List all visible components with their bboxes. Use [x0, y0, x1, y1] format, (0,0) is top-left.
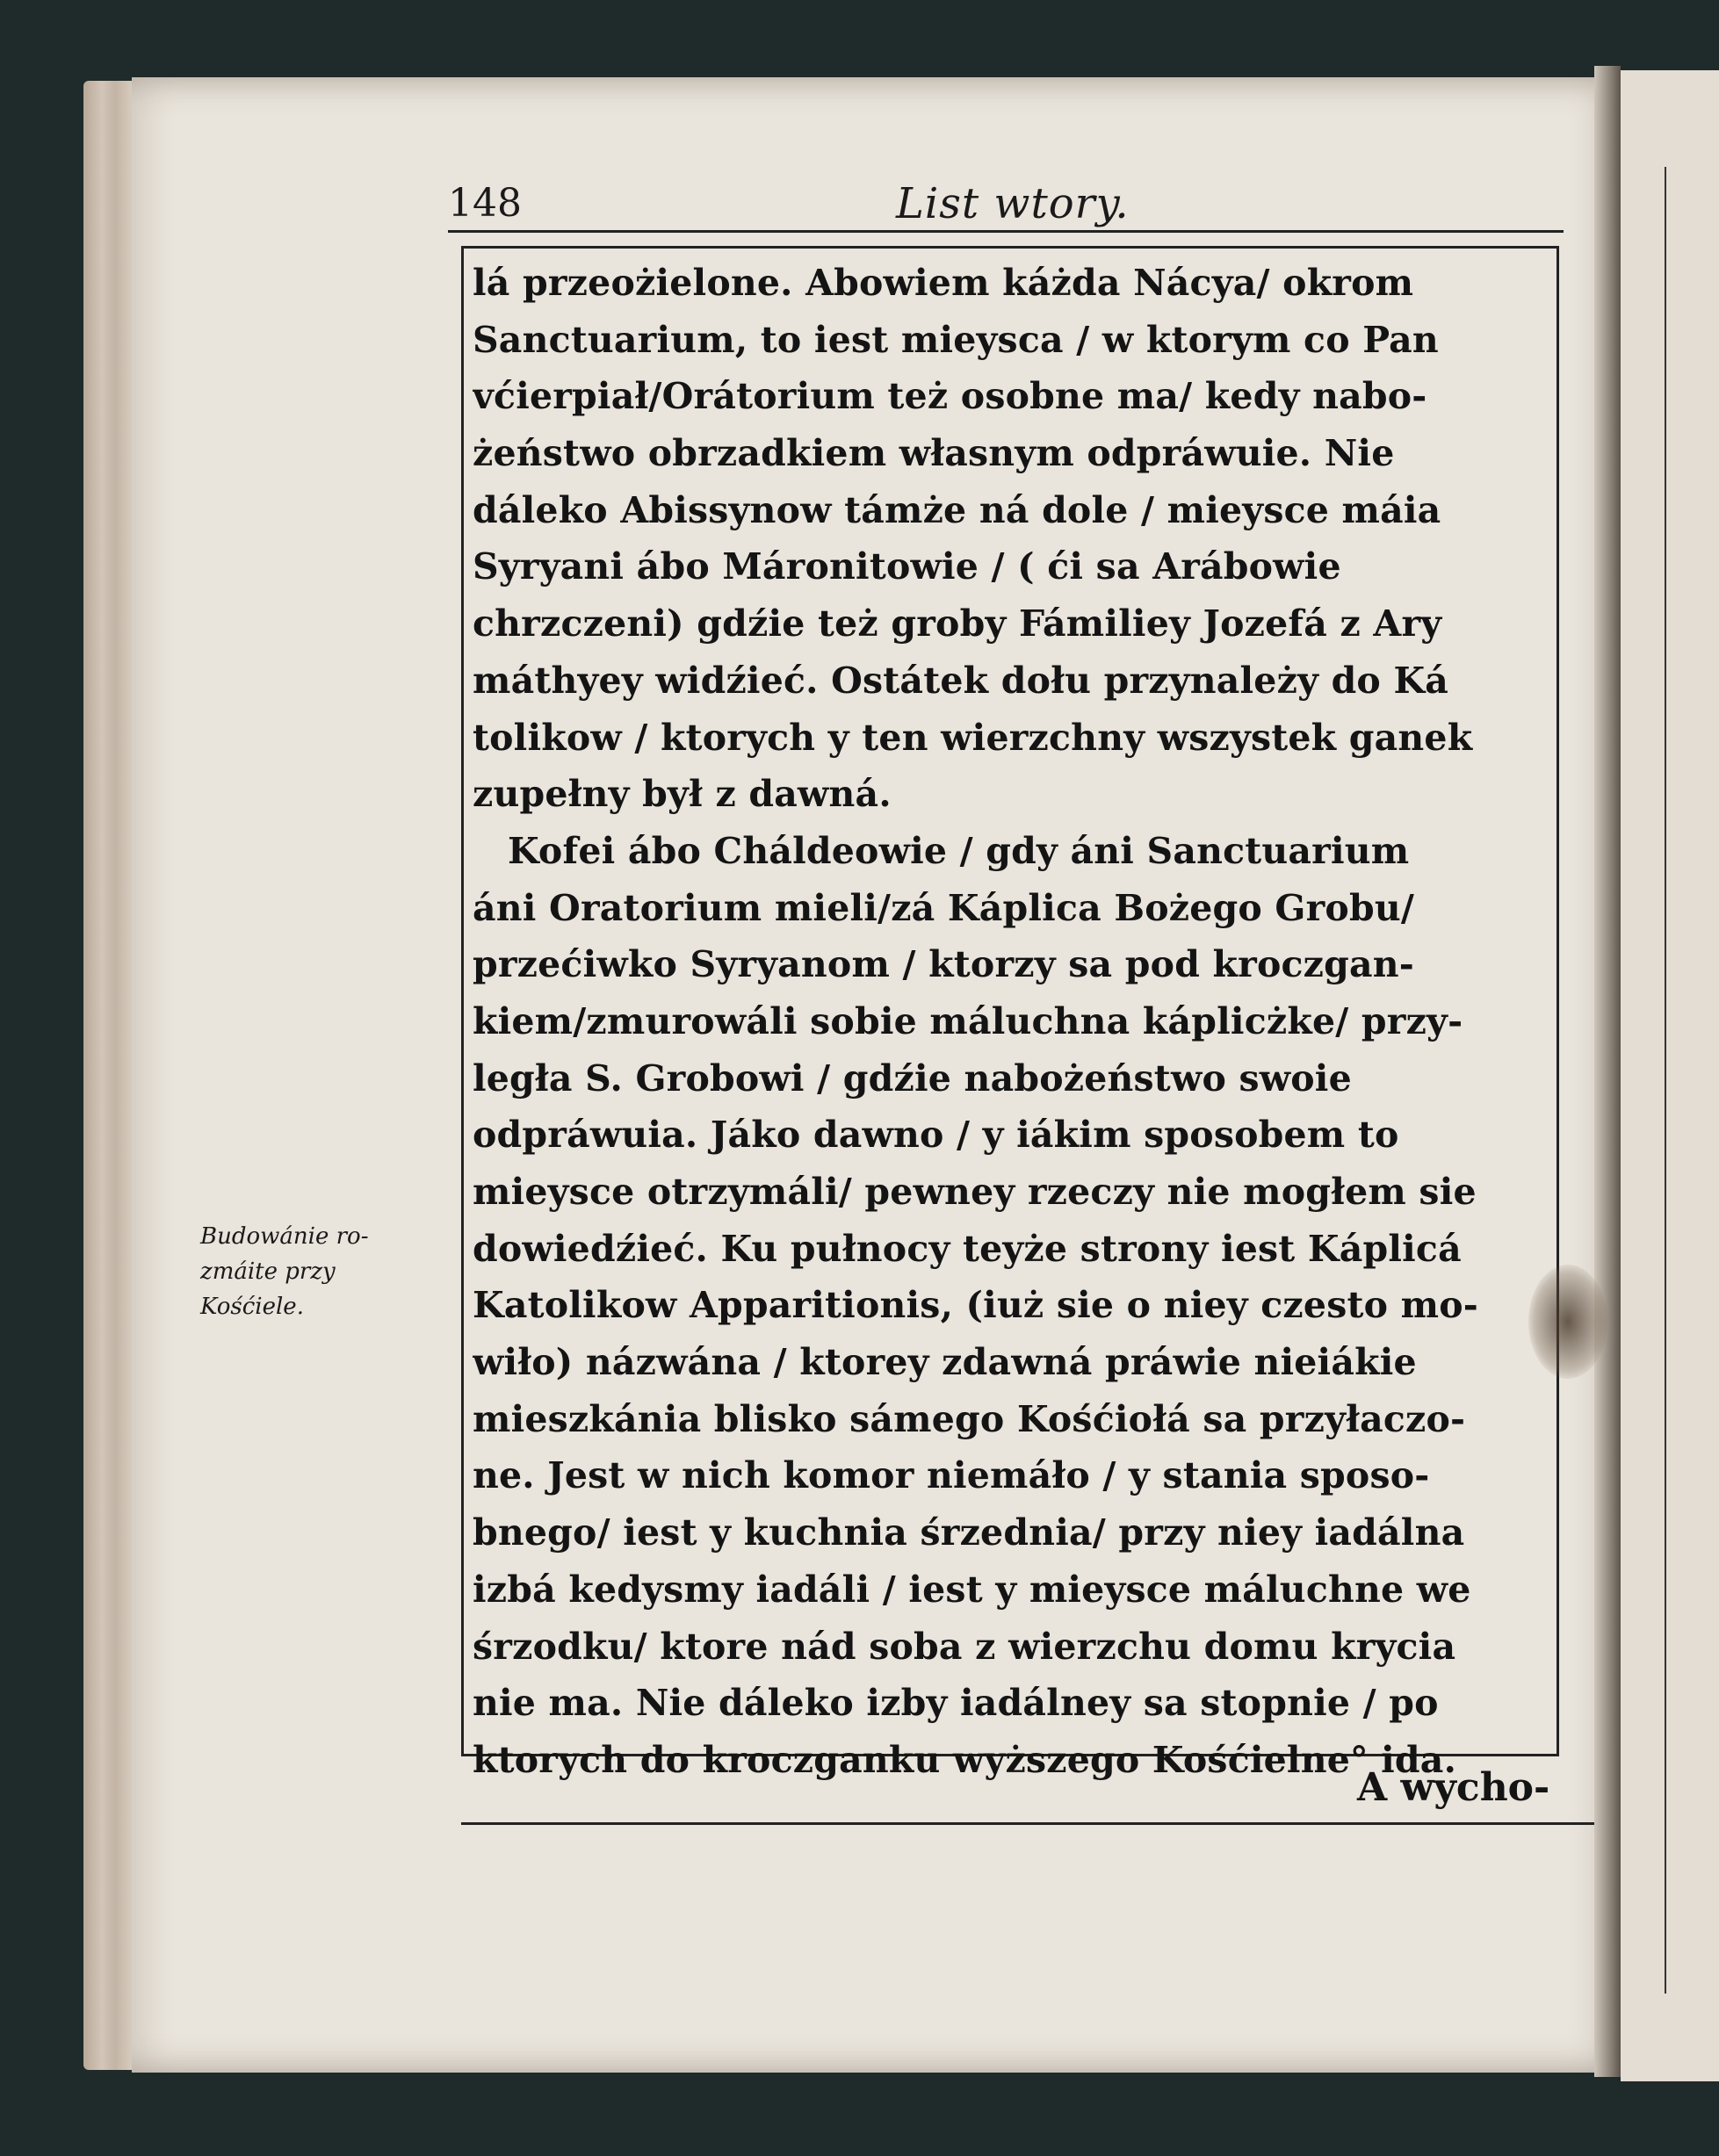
running-head: [448, 176, 1555, 237]
head-rule: [448, 230, 1564, 233]
text-line: nie ma. Nie dáleko izby iadálney sa stopnie / po: [473, 1682, 1439, 1725]
text-line: izbá kedysmy iadáli / iest y mieysce máluchne we: [473, 1568, 1471, 1611]
text-line: kiem/zmurowáli sobie máluchna káplicżke/ przy-: [473, 999, 1463, 1042]
text-line: Sanctuarium, to iest mieysca / w ktorym co Pan: [473, 318, 1439, 361]
text-line: zupełny był z dawná.: [473, 773, 892, 816]
marginal-note-line: Budowánie ro-: [200, 1223, 369, 1250]
text-line: żeństwo obrzadkiem własnym odpráwuie. Nie: [473, 432, 1395, 475]
text-line: dowiedźieć. Ku pułnocy teyże strony iest Káplicá: [473, 1227, 1462, 1270]
text-line: Katolikow Apparitionis, (iuż sie o niey czesto mo-: [473, 1284, 1478, 1327]
text-line: odpráwuia. Jáko dawno / y iákim sposobem to: [473, 1114, 1399, 1157]
text-line: Kofei ábo Cháldeowie / gdy áni Sanctuarium: [508, 829, 1410, 872]
book-gutter: [1594, 66, 1621, 2077]
text-line: vćierpiał/Orátorium też osobne ma/ kedy nabo-: [473, 375, 1427, 418]
bottom-rule: [461, 1822, 1594, 1825]
text-line: mieysce otrzymáli/ pewney rzeczy nie mogłem sie: [473, 1171, 1477, 1213]
ink-stain: [1528, 1265, 1607, 1379]
marginal-note-line: Kośćiele.: [200, 1294, 304, 1320]
text-line: wiło) názwána / ktorey zdawná práwie nieiákie: [473, 1341, 1417, 1384]
facing-page-rule: [1665, 167, 1666, 1994]
facing-page: [1621, 70, 1719, 2081]
body-text: [473, 255, 1553, 1789]
book-page-edges: [83, 81, 136, 2070]
text-line: máthyey widźieć. Ostátek dołu przynależy do Ká: [473, 659, 1449, 702]
text-line: chrzczeni) gdźie też groby Fámiliey Jozefá z Ary: [473, 602, 1442, 645]
text-line: mieszkánia blisko sámego Kośćiołá sa przyłaczo-: [473, 1397, 1466, 1440]
catchword: A wycho-: [1357, 1765, 1550, 1810]
text-line: Syryani ábo Máronitowie / ( ći sa Arábowie: [473, 545, 1341, 588]
text-line: lá przeożielone. Abowiem káżda Nácya/ okrom: [473, 262, 1414, 304]
text-line: ktorych do kroczganku wyższego Kośćielne° ida.: [473, 1738, 1457, 1781]
running-title: List wtory.: [896, 179, 1130, 228]
text-line: ne. Jest w nich komor niemáło / y stania sposo-: [473, 1454, 1430, 1497]
marginal-note-line: zmáite przy: [200, 1258, 336, 1285]
marginal-note: [200, 1219, 437, 1324]
text-line: przećiwko Syryanom / ktorzy sa pod kroczgan-: [473, 943, 1414, 986]
text-line: tolikow / ktorych y ten wierzchny wszystek ganek: [473, 716, 1473, 759]
text-line: dáleko Abissynow támże ná dole / mieysce máia: [473, 488, 1441, 531]
text-line: śrzodku/ ktore nád soba z wierzchu domu krycia: [473, 1625, 1456, 1668]
text-line: bnego/ iest y kuchnia śrzednia/ przy niey iadálna: [473, 1511, 1465, 1554]
text-line: áni Oratorium mieli/zá Káplica Bożego Grobu/: [473, 886, 1415, 929]
page-number: 148: [448, 181, 522, 226]
text-line: legła S. Grobowi / gdźie nabożeństwo swoie: [473, 1056, 1352, 1100]
